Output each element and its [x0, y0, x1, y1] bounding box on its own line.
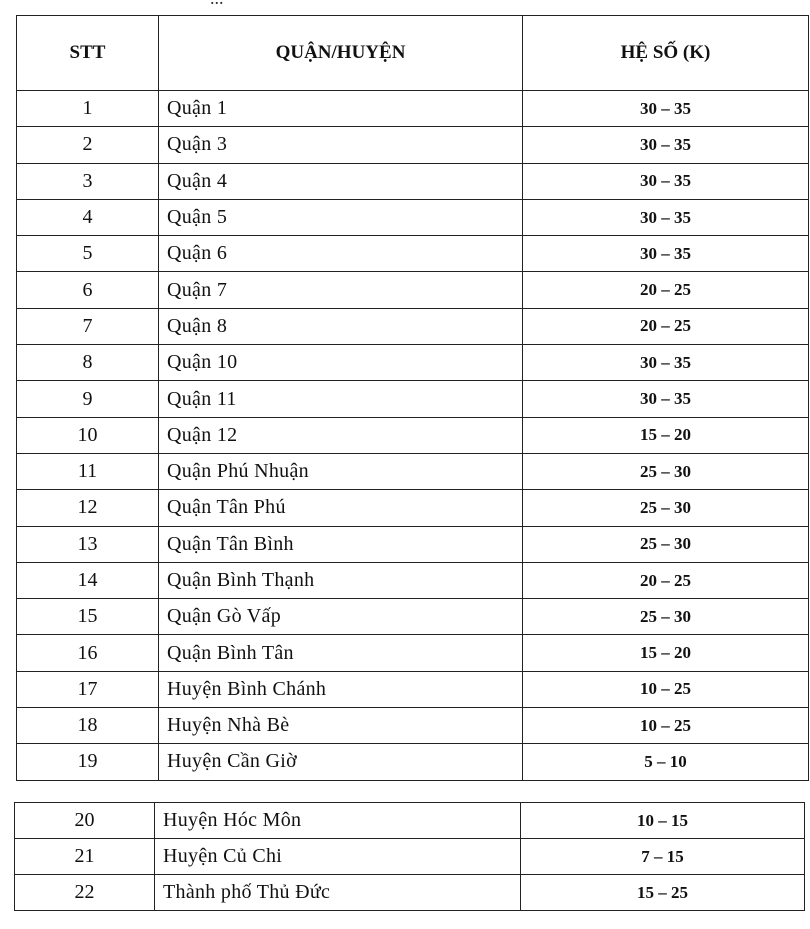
table-row: [17, 744, 809, 780]
row-coefficient-cell: 25 – 30: [523, 599, 809, 635]
table-row: [17, 163, 809, 199]
row-stt-cell: 17: [17, 671, 159, 707]
row-stt-cell: 14: [17, 562, 159, 598]
row-coefficient-cell: 30 – 35: [523, 381, 809, 417]
header-stt: STT: [17, 16, 159, 91]
table-row: [17, 272, 809, 308]
row-stt-cell: 22: [15, 875, 155, 911]
row-stt-cell: 21: [15, 839, 155, 875]
table-row: [17, 599, 809, 635]
row-district-cell: Quận Gò Vấp: [159, 599, 523, 635]
row-coefficient-cell: 10 – 25: [523, 708, 809, 744]
row-district-cell: Quận 8: [159, 308, 523, 344]
table-row: [15, 803, 805, 839]
table-row: [15, 875, 805, 911]
table-row: [17, 635, 809, 671]
row-district-cell: Quận Bình Tân: [159, 635, 523, 671]
row-district-cell: Quận 10: [159, 345, 523, 381]
row-coefficient-cell: 30 – 35: [523, 127, 809, 163]
row-coefficient-cell: 30 – 35: [523, 199, 809, 235]
row-coefficient-cell: 25 – 30: [523, 453, 809, 489]
row-stt-cell: 15: [17, 599, 159, 635]
table-row: [17, 308, 809, 344]
row-district-cell: Quận 12: [159, 417, 523, 453]
row-coefficient-cell: 10 – 25: [523, 671, 809, 707]
row-district-cell: Quận 11: [159, 381, 523, 417]
row-coefficient-cell: 20 – 25: [523, 562, 809, 598]
table-row: [17, 526, 809, 562]
coefficient-table-continued: [14, 802, 805, 911]
row-district-cell: Quận Tân Bình: [159, 526, 523, 562]
table-body-continued: [15, 803, 805, 911]
row-district-cell: Quận Phú Nhuận: [159, 453, 523, 489]
row-district-cell: Quận 3: [159, 127, 523, 163]
clipped-top-text: [210, 0, 224, 9]
row-coefficient-cell: 25 – 30: [523, 490, 809, 526]
table-row: [15, 839, 805, 875]
row-district-cell: Quận Tân Phú: [159, 490, 523, 526]
table-row: [17, 708, 809, 744]
row-coefficient-cell: 30 – 35: [523, 163, 809, 199]
table-header-row: [17, 16, 809, 91]
row-stt-cell: 19: [17, 744, 159, 780]
row-district-cell: Quận 6: [159, 236, 523, 272]
row-coefficient-cell: 10 – 15: [521, 803, 805, 839]
row-district-cell: Huyện Củ Chi: [155, 839, 521, 875]
row-coefficient-cell: 7 – 15: [521, 839, 805, 875]
table-row: [17, 381, 809, 417]
row-stt-cell: 5: [17, 236, 159, 272]
row-stt-cell: 4: [17, 199, 159, 235]
table-row: [17, 199, 809, 235]
row-stt-cell: 16: [17, 635, 159, 671]
table-row: [17, 91, 809, 127]
row-coefficient-cell: 15 – 20: [523, 635, 809, 671]
row-district-cell: Huyện Nhà Bè: [159, 708, 523, 744]
row-coefficient-cell: 25 – 30: [523, 526, 809, 562]
row-district-cell: Huyện Hóc Môn: [155, 803, 521, 839]
row-stt-cell: 8: [17, 345, 159, 381]
row-coefficient-cell: 5 – 10: [523, 744, 809, 780]
row-district-cell: Quận 1: [159, 91, 523, 127]
row-stt-cell: 3: [17, 163, 159, 199]
row-stt-cell: 1: [17, 91, 159, 127]
row-coefficient-cell: 30 – 35: [523, 236, 809, 272]
table-row: [17, 417, 809, 453]
row-coefficient-cell: 30 – 35: [523, 91, 809, 127]
row-stt-cell: 13: [17, 526, 159, 562]
row-district-cell: Huyện Cần Giờ: [159, 744, 523, 780]
row-stt-cell: 12: [17, 490, 159, 526]
header-district: QUẬN/HUYỆN: [159, 16, 523, 91]
row-stt-cell: 11: [17, 453, 159, 489]
header-coefficient: HỆ SỐ (K): [523, 16, 809, 91]
table-row: [17, 671, 809, 707]
table-row: [17, 127, 809, 163]
row-district-cell: Huyện Bình Chánh: [159, 671, 523, 707]
table-row: [17, 562, 809, 598]
row-stt-cell: 6: [17, 272, 159, 308]
table-body: [17, 91, 809, 781]
table-row: [17, 236, 809, 272]
table-row: [17, 490, 809, 526]
row-district-cell: Quận Bình Thạnh: [159, 562, 523, 598]
row-stt-cell: 9: [17, 381, 159, 417]
row-coefficient-cell: 15 – 25: [521, 875, 805, 911]
coefficient-table: [16, 15, 809, 781]
row-coefficient-cell: 30 – 35: [523, 345, 809, 381]
row-district-cell: Quận 7: [159, 272, 523, 308]
table-row: [17, 453, 809, 489]
row-coefficient-cell: 20 – 25: [523, 272, 809, 308]
row-district-cell: Thành phố Thủ Đức: [155, 875, 521, 911]
row-district-cell: Quận 4: [159, 163, 523, 199]
row-stt-cell: 10: [17, 417, 159, 453]
row-district-cell: Quận 5: [159, 199, 523, 235]
table-row: [17, 345, 809, 381]
row-stt-cell: 2: [17, 127, 159, 163]
row-stt-cell: 20: [15, 803, 155, 839]
row-coefficient-cell: 20 – 25: [523, 308, 809, 344]
row-stt-cell: 7: [17, 308, 159, 344]
row-coefficient-cell: 15 – 20: [523, 417, 809, 453]
row-stt-cell: 18: [17, 708, 159, 744]
